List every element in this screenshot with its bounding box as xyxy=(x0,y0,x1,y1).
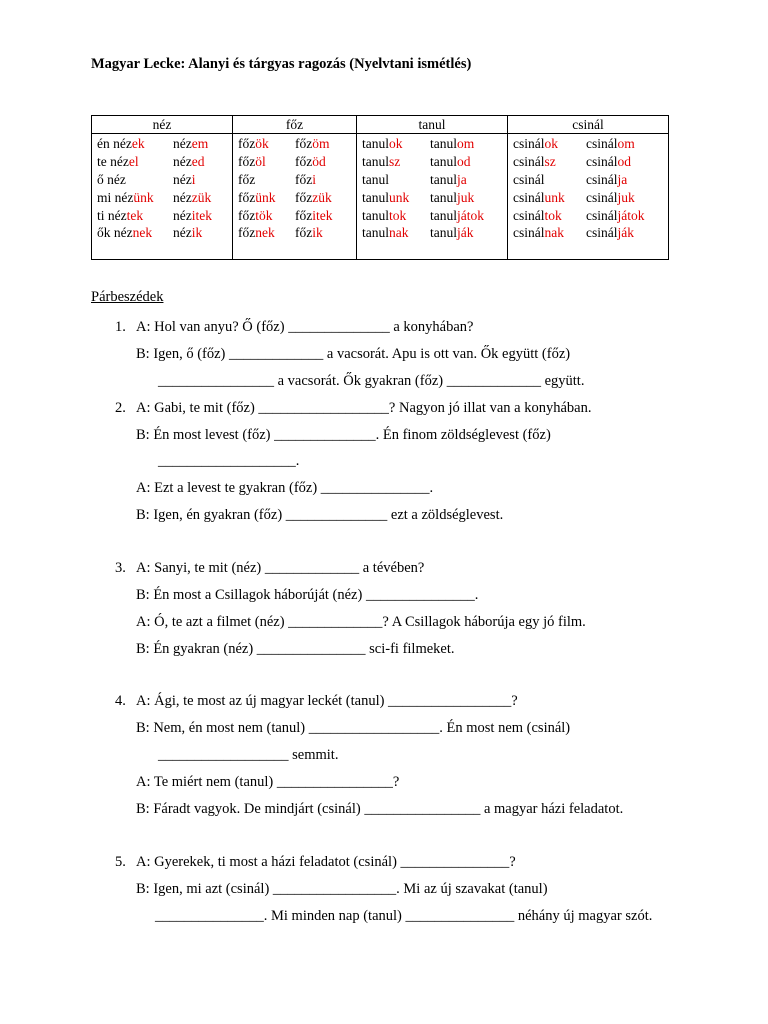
verb-suffix: od xyxy=(457,153,471,169)
definite-form xyxy=(173,207,212,225)
verb-stem: főz xyxy=(238,153,256,169)
verb-stem: tanul xyxy=(430,136,457,151)
verb-suffix: ok xyxy=(544,136,558,151)
verb-stem: én néz xyxy=(97,136,132,151)
indefinite-form xyxy=(513,224,564,242)
verb-suffix: nek xyxy=(255,225,275,241)
verb-suffix: om xyxy=(617,136,635,151)
verb-stem: csinál xyxy=(586,136,618,151)
indefinite-form xyxy=(238,207,273,225)
dialogue-line: ___________________. xyxy=(158,453,300,469)
dialogue-number: 4. xyxy=(115,693,126,709)
verb-stem: néz xyxy=(173,189,192,205)
dialogue-line: B: Nem, én most nem (tanul) __________________. Én most nem (csinál) xyxy=(136,720,571,736)
dialogue-line: _______________. Mi minden nap (tanul) _______________ néhány új magyar szót. xyxy=(155,908,653,924)
conjugation-row xyxy=(362,171,507,189)
conjugation-row xyxy=(362,189,507,207)
indefinite-form xyxy=(97,153,139,171)
verb-suffix: unk xyxy=(389,189,410,205)
verb-stem: csinál xyxy=(586,225,618,241)
conjugation-row xyxy=(513,153,668,171)
conjugation-table xyxy=(91,115,669,260)
definite-form xyxy=(430,171,467,189)
indefinite-form xyxy=(362,224,409,242)
verb-suffix: i xyxy=(312,171,317,187)
conjugation-row xyxy=(513,189,668,207)
verb-suffix: nak xyxy=(544,225,564,241)
verb-suffix: ök xyxy=(255,136,269,151)
verb-stem: csinál xyxy=(513,171,545,187)
definite-form xyxy=(173,153,204,171)
indefinite-form xyxy=(238,171,255,189)
verb-suffix: tok xyxy=(544,207,562,223)
verb-suffix: ik xyxy=(312,225,323,241)
indefinite-form xyxy=(97,189,154,207)
verb-suffix: nak xyxy=(389,225,409,241)
indefinite-form xyxy=(513,153,556,171)
definite-form xyxy=(295,224,323,242)
verb-stem: főz xyxy=(238,136,256,151)
conjugation-row xyxy=(238,207,356,225)
dialogue-line: ________________ a vacsorát. Ők gyakran (főz) _____________ együtt. xyxy=(158,373,585,389)
verb-suffix: ek xyxy=(131,136,145,151)
verb-suffix: ok xyxy=(389,136,403,151)
verb-stem: tanul xyxy=(362,171,389,187)
conjugation-row xyxy=(238,135,356,153)
verb-suffix: i xyxy=(191,171,196,187)
conjugation-row xyxy=(238,171,356,189)
dialogue-line: __________________ semmit. xyxy=(158,747,339,763)
verb-stem: főz xyxy=(295,225,313,241)
verb-suffix: ünk xyxy=(133,189,154,205)
indefinite-form xyxy=(513,135,558,153)
column-tanul xyxy=(357,134,508,260)
conjugation-row xyxy=(362,135,507,153)
indefinite-form xyxy=(238,153,266,171)
dialogue-line: B: Én gyakran (néz) _______________ sci-fi filmeket. xyxy=(136,641,455,657)
verb-stem: tanul xyxy=(430,171,457,187)
verb-stem: csinál xyxy=(586,207,618,223)
indefinite-form xyxy=(362,171,389,189)
header-tanul: tanul xyxy=(357,116,508,134)
definite-form xyxy=(586,153,631,171)
verb-stem: főz xyxy=(295,189,313,205)
definite-form xyxy=(430,135,474,153)
verb-stem: tanul xyxy=(362,207,389,223)
header-foz: főz xyxy=(233,116,357,134)
dialogue-line: A: Gyerekek, ti most a házi feladatot (csinál) _______________? xyxy=(136,854,516,870)
indefinite-form xyxy=(97,135,145,153)
section-title-dialogues: Párbeszédek xyxy=(91,289,164,305)
verb-suffix: ünk xyxy=(255,189,276,205)
verb-suffix: tek xyxy=(126,207,144,223)
definite-form xyxy=(295,171,316,189)
conjugation-row xyxy=(238,153,356,171)
dialogue-line: B: Fáradt vagyok. De mindjárt (csinál) ________________ a magyar házi feladatot. xyxy=(136,801,624,817)
verb-stem: ti néz xyxy=(97,207,127,223)
verb-stem: tanul xyxy=(430,189,457,205)
verb-suffix: sz xyxy=(389,153,401,169)
dialogue-line: A: Ági, te most az új magyar leckét (tanul) _________________? xyxy=(136,693,518,709)
verb-suffix: ják xyxy=(457,225,474,241)
verb-stem: csinál xyxy=(513,225,545,241)
conjugation-row xyxy=(362,207,507,225)
verb-stem: tanul xyxy=(430,207,457,223)
conjugation-row xyxy=(97,171,232,189)
verb-stem: néz xyxy=(173,136,192,151)
conjugation-row xyxy=(97,153,232,171)
verb-stem: te néz xyxy=(97,153,129,169)
indefinite-form xyxy=(362,189,409,207)
indefinite-form xyxy=(362,135,403,153)
definite-form xyxy=(430,207,484,225)
definite-form xyxy=(295,189,332,207)
page-title: Magyar Lecke: Alanyi és tárgyas ragozás (Nyelvtani ismétlés) xyxy=(91,56,472,72)
verb-stem: néz xyxy=(173,171,192,187)
dialogue-line: B: Igen, ő (főz) _____________ a vacsorát. Apu is ott van. Ők együtt (főz) xyxy=(136,346,571,362)
definite-form xyxy=(295,153,326,171)
definite-form xyxy=(173,224,202,242)
indefinite-form xyxy=(97,207,143,225)
dialogue-line: A: Gabi, te mit (főz) __________________? Nagyon jó illat van a konyhában. xyxy=(136,400,592,416)
conjugation-row xyxy=(362,224,507,242)
definite-form xyxy=(173,135,208,153)
verb-stem: főz xyxy=(238,225,256,241)
definite-form xyxy=(586,207,645,225)
conjugation-row xyxy=(238,224,356,242)
verb-suffix: ed xyxy=(191,153,205,169)
verb-suffix: sz xyxy=(544,153,556,169)
definite-form xyxy=(173,189,211,207)
verb-stem: csinál xyxy=(586,171,618,187)
conjugation-row xyxy=(97,207,232,225)
dialogue-number: 1. xyxy=(115,319,126,335)
dialogue-line: B: Igen, én gyakran (főz) ______________ ezt a zöldséglevest. xyxy=(136,507,504,523)
verb-stem: főz xyxy=(295,171,313,187)
verb-suffix: játok xyxy=(617,207,645,223)
definite-form xyxy=(295,207,333,225)
verb-stem: ők néz xyxy=(97,225,133,241)
verb-stem: tanul xyxy=(362,225,389,241)
verb-stem: tanul xyxy=(430,153,457,169)
definite-form xyxy=(586,189,635,207)
verb-stem: főz xyxy=(238,189,256,205)
verb-suffix: juk xyxy=(457,189,475,205)
conjugation-row xyxy=(238,189,356,207)
verb-stem: főz xyxy=(238,171,256,187)
column-foz xyxy=(233,134,357,260)
verb-suffix: nek xyxy=(132,225,153,241)
definite-form xyxy=(430,224,474,242)
indefinite-form xyxy=(513,207,562,225)
dialogue-line: A: Hol van anyu? Ő (főz) ______________ a konyhában? xyxy=(136,319,474,335)
verb-stem: főz xyxy=(238,207,256,223)
conjugation-header-row xyxy=(92,116,669,134)
verb-stem: mi néz xyxy=(97,189,134,205)
indefinite-form xyxy=(238,135,269,153)
verb-suffix: om xyxy=(457,136,475,151)
verb-suffix: ik xyxy=(191,225,203,241)
dialogue-line: A: Ó, te azt a filmet (néz) _____________? A Csillagok háborúja egy jó film. xyxy=(136,614,586,630)
dialogue-line: B: Én most a Csillagok háborúját (néz) _______________. xyxy=(136,587,479,603)
verb-suffix: öd xyxy=(312,153,326,169)
verb-stem: néz xyxy=(173,225,192,241)
verb-suffix: öl xyxy=(255,153,266,169)
dialogue-number: 5. xyxy=(115,854,126,870)
header-csinal: csinál xyxy=(508,116,669,134)
indefinite-form xyxy=(97,224,152,242)
indefinite-form xyxy=(513,189,565,207)
verb-stem: tanul xyxy=(430,225,457,241)
dialogue-line: A: Te miért nem (tanul) ________________? xyxy=(136,774,400,790)
indefinite-form xyxy=(362,207,406,225)
verb-stem: néz xyxy=(173,207,192,223)
verb-suffix: tok xyxy=(389,207,407,223)
conjugation-row xyxy=(97,189,232,207)
verb-suffix: ja xyxy=(457,171,467,187)
dialogue-line: B: Én most levest (főz) ______________. Én finom zöldséglevest (főz) xyxy=(136,427,551,443)
indefinite-form xyxy=(362,153,400,171)
verb-stem: főz xyxy=(295,153,313,169)
dialogue-line: B: Igen, mi azt (csinál) _________________. Mi az új szavakat (tanul) xyxy=(136,881,548,897)
verb-stem: csinál xyxy=(586,153,618,169)
definite-form xyxy=(586,224,634,242)
verb-stem: tanul xyxy=(362,153,389,169)
verb-suffix: itek xyxy=(312,207,333,223)
indefinite-form xyxy=(238,189,276,207)
conjugation-row xyxy=(513,207,668,225)
verb-suffix: ják xyxy=(617,225,634,241)
verb-stem: csinál xyxy=(513,136,545,151)
verb-suffix: el xyxy=(128,153,139,169)
verb-suffix: öm xyxy=(312,136,330,151)
conjugation-row xyxy=(513,171,668,189)
definite-form xyxy=(430,153,471,171)
verb-stem: csinál xyxy=(513,189,545,205)
verb-suffix: ja xyxy=(617,171,628,187)
column-nez xyxy=(92,134,233,260)
column-csinal xyxy=(508,134,669,260)
verb-suffix: tök xyxy=(255,207,273,223)
definite-form xyxy=(173,171,196,189)
verb-suffix: juk xyxy=(617,189,635,205)
verb-suffix: unk xyxy=(544,189,565,205)
definite-form xyxy=(586,171,627,189)
definite-form xyxy=(586,135,635,153)
dialogue-line: A: Ezt a levest te gyakran (főz) _______________. xyxy=(136,480,434,496)
header-nez: néz xyxy=(92,116,233,134)
indefinite-form xyxy=(238,224,275,242)
verb-suffix: zük xyxy=(312,189,332,205)
conjugation-row xyxy=(97,224,232,242)
verb-suffix: od xyxy=(617,153,631,169)
verb-stem: főz xyxy=(295,136,313,151)
dialogue-number: 2. xyxy=(115,400,126,416)
verb-suffix: zük xyxy=(191,189,212,205)
verb-stem: csinál xyxy=(586,189,618,205)
verb-stem: főz xyxy=(295,207,313,223)
indefinite-form xyxy=(513,171,545,189)
definite-form xyxy=(430,189,474,207)
indefinite-form xyxy=(97,171,126,189)
verb-stem: ő néz xyxy=(97,171,126,187)
conjugation-row xyxy=(362,153,507,171)
verb-suffix: em xyxy=(191,136,209,151)
verb-stem: tanul xyxy=(362,189,389,205)
conjugation-row xyxy=(513,135,668,153)
conjugation-row xyxy=(97,135,232,153)
verb-stem: csinál xyxy=(513,153,545,169)
verb-stem: néz xyxy=(173,153,192,169)
verb-suffix: itek xyxy=(191,207,212,223)
dialogue-line: A: Sanyi, te mit (néz) _____________ a tévében? xyxy=(136,560,425,576)
definite-form xyxy=(295,135,330,153)
verb-stem: csinál xyxy=(513,207,545,223)
conjugation-row xyxy=(513,224,668,242)
dialogue-number: 3. xyxy=(115,560,126,576)
verb-suffix: játok xyxy=(457,207,484,223)
verb-stem: tanul xyxy=(362,136,389,151)
